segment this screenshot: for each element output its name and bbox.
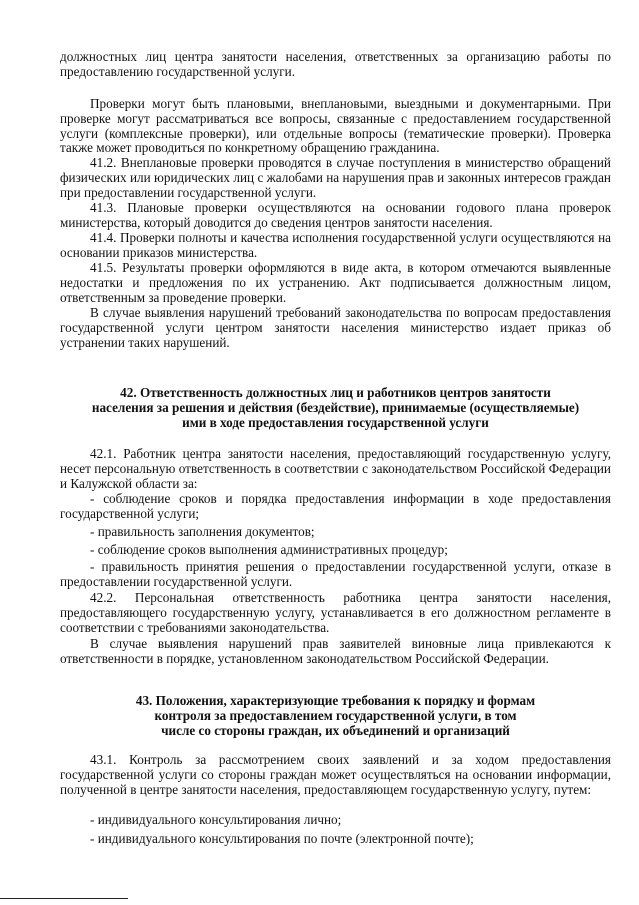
heading-43-line-3: числе со стороны граждан, их объединений и организаций bbox=[161, 723, 510, 738]
footnote-separator bbox=[0, 898, 128, 899]
paragraph-43-1: 43.1. Контроль за рассмотрением своих заявлений и за ходом предоставления государственной услуги со стороны граждан может осуществляться на основании информации, полученной в центре занятости населения, предоставляющем государственную услугу, путем: bbox=[60, 752, 611, 797]
list-item-personal-consulting: - индивидуального консультирования лично; bbox=[90, 812, 342, 827]
list-item-mail-consulting: - индивидуального консультирования по почте (электронной почте); bbox=[90, 831, 474, 846]
paragraph-41-2: 41.2. Внеплановые проверки проводятся в случае поступления в министерство обращений физических или юридических лиц с жалобами на нарушения прав и законных интересов граждан при предоставлении государственной услуги. bbox=[60, 155, 611, 200]
list-item-deadlines: - соблюдение сроков и порядка предоставления информации в ходе предоставления государственной услуги; bbox=[60, 491, 611, 521]
section-heading-42 bbox=[60, 385, 611, 430]
heading-43-line-1: 43. Положения, характеризующие требования к порядку и формам bbox=[135, 693, 536, 708]
paragraph-42-violations: В случае выявления нарушений прав заявителей виновные лица привлекаются к ответственности в порядке, установленном законодательством Российской Федерации. bbox=[60, 636, 611, 666]
section-heading-43 bbox=[60, 693, 611, 738]
paragraph-check-types: Проверки могут быть плановыми, внеплановыми, выездными и документарными. При проверке могут рассматриваться все вопросы, связанные с предоставлением государственной услуги (комплексные проверки), или отдельные вопросы (тематические проверки). Проверка также может проводиться по конкретному обращению гражданина. bbox=[60, 96, 611, 156]
heading-42-line-1: 42. Ответственность должностных лиц и работников центров занятости bbox=[120, 385, 551, 400]
paragraph-intro: должностных лиц центра занятости населения, ответственных за организацию работы по предоставлению государственной услуги. bbox=[60, 49, 611, 79]
list-item-decision: - правильность принятия решения о предоставлении государственной услуги, отказе в предоставлении государственной услуги. bbox=[60, 559, 611, 589]
heading-43-line-2: контроля за предоставлением государственной услуги, в том bbox=[154, 708, 517, 723]
list-item-documents: - правильность заполнения документов; bbox=[90, 524, 315, 539]
heading-42-line-3: ими в ходе предоставления государственной услуги bbox=[182, 415, 489, 430]
paragraph-42-2: 42.2. Персональная ответственность работника центра занятости населения, предоставляющего государственную услугу, устанавливается в его должностном регламенте в соответствии с требованиями законодательства. bbox=[60, 590, 611, 635]
heading-42-line-2: населения за решения и действия (бездействие), принимаемые (осуществляемые) bbox=[91, 400, 580, 415]
paragraph-42-1: 42.1. Работник центра занятости населения, предоставляющий государственную услугу, несет персональную ответственность в соответствии с законодательством Российской Федерации и Калужской области за: bbox=[60, 446, 611, 491]
paragraph-41-3: 41.3. Плановые проверки осуществляются на основании годового плана проверок министерства, который доводится до сведения центров занятости населения. bbox=[60, 200, 611, 230]
paragraph-41-violations: В случае выявления нарушений требований законодательства по вопросам предоставления государственной услуги центром занятости населения министерство издает приказ об устранении таких нарушений. bbox=[60, 305, 611, 350]
list-item-procedures: - соблюдение сроков выполнения административных процедур; bbox=[90, 542, 448, 557]
paragraph-41-4: 41.4. Проверки полноты и качества исполнения государственной услуги осуществляются на основании приказов министерства. bbox=[60, 230, 611, 260]
paragraph-41-5: 41.5. Результаты проверки оформляются в виде акта, в котором отмечаются выявленные недостатки и предложения по их устранению. Акт подписывается должностным лицом, ответственным за проведение проверки. bbox=[60, 260, 611, 305]
